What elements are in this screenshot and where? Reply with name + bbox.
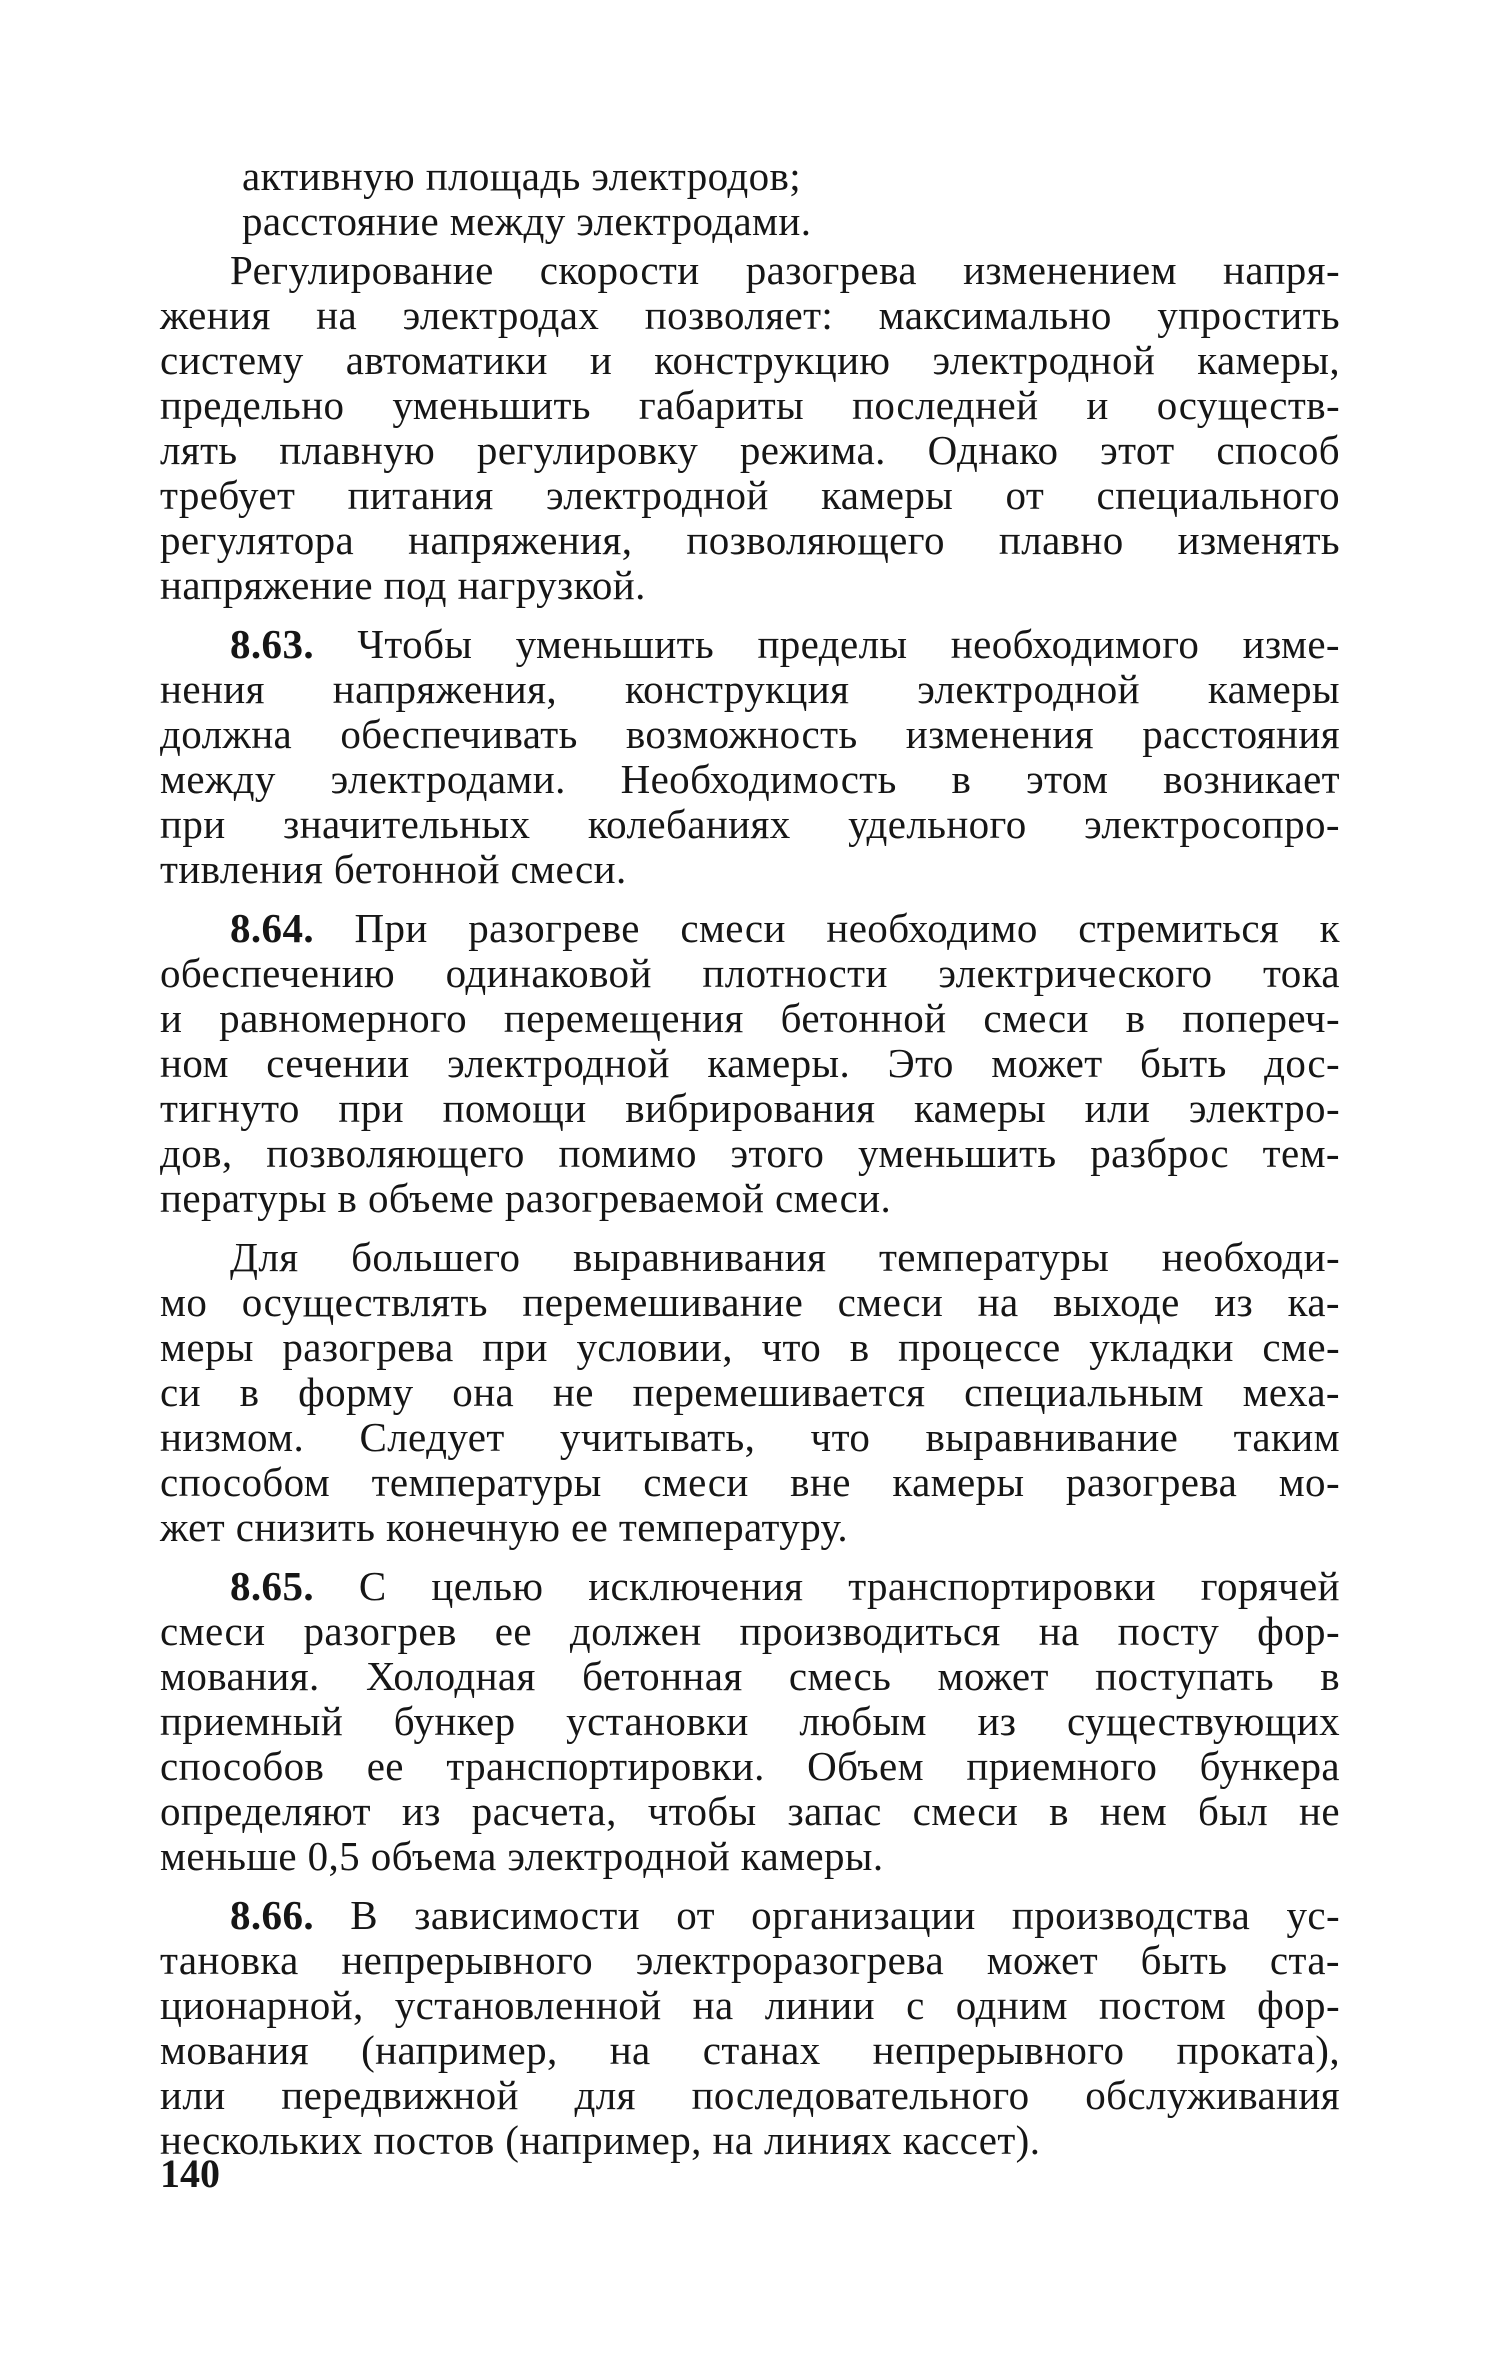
text-line: мования (например, на станах непрерывного проката), <box>160 2027 1340 2073</box>
text-line: мо осуществлять перемешивание смеси на выходе из ка- <box>160 1279 1340 1325</box>
text-line: низмом. Следует учитывать, что выравнивание таким <box>160 1414 1340 1460</box>
section-number: 8.64. <box>230 905 314 951</box>
text-line: нения напряжения, конструкция электродной камеры <box>160 666 1340 712</box>
text-line: меры разогрева при условии, что в процессе укладки сме- <box>160 1324 1340 1370</box>
paragraph-regulation <box>160 248 1340 608</box>
text-line: при значительных колебаниях удельного электросопро- <box>160 801 1340 847</box>
text-line: ном сечении электродной камеры. Это может быть дос- <box>160 1040 1340 1086</box>
text-line: си в форму она не перемешивается специальным меха- <box>160 1369 1340 1415</box>
text-line: мования. Холодная бетонная смесь может поступать в <box>160 1653 1340 1699</box>
page-number: 140 <box>160 2151 220 2196</box>
text-line: нескольких постов (например, на линиях кассет). <box>160 2117 1041 2163</box>
text-line: или передвижной для последовательного обслуживания <box>160 2072 1340 2118</box>
text-line <box>160 1893 1340 1938</box>
text-line: активную площадь электродов; <box>242 153 802 199</box>
text-line: приемный бункер установки любым из существующих <box>160 1698 1340 1744</box>
section-number: 8.65. <box>230 1563 314 1609</box>
text-line: пературы в объеме разогреваемой смеси. <box>160 1175 892 1221</box>
text-line: тигнуто при помощи вибрирования камеры или электро- <box>160 1085 1340 1131</box>
text-line: смеси разогрев ее должен производиться на посту фор- <box>160 1608 1340 1654</box>
paragraph-8-66 <box>160 1893 1340 2163</box>
text-line: должна обеспечивать возможность изменения расстояния <box>160 711 1340 757</box>
text-line: напряжение под нагрузкой. <box>160 562 646 608</box>
text-line: способов ее транспортировки. Объем приемного бункера <box>160 1743 1340 1789</box>
text-line: определяют из расчета, чтобы запас смеси в нем был не <box>160 1788 1340 1834</box>
document-page <box>160 150 1340 2163</box>
text-line: Регулирование скорости разогрева изменением напря- <box>230 247 1340 293</box>
text-segment: В зависимости от организации производства ус- <box>314 1892 1340 1938</box>
text-segment: При разогреве смеси необходимо стремиться к <box>314 905 1340 951</box>
text-line: между электродами. Необходимость в этом возникает <box>160 756 1340 802</box>
section-number: 8.66. <box>230 1892 314 1938</box>
text-line <box>160 906 1340 951</box>
text-line: обеспечению одинаковой плотности электрического тока <box>160 950 1340 996</box>
text-line: жет снизить конечную ее температуру. <box>160 1504 848 1550</box>
text-line: ционарной, установленной на линии с одним постом фор- <box>160 1982 1340 2028</box>
text-line: лять плавную регулировку режима. Однако этот способ <box>160 427 1340 473</box>
text-line: меньше 0,5 объема электродной камеры. <box>160 1833 884 1879</box>
text-line: тивления бетонной смеси. <box>160 846 627 892</box>
text-segment: Чтобы уменьшить пределы необходимого изме- <box>314 621 1340 667</box>
paragraph-mixing <box>160 1235 1340 1550</box>
paragraph-8-64 <box>160 906 1340 1221</box>
paragraph-8-65 <box>160 1564 1340 1879</box>
text-line: и равномерного перемещения бетонной смеси в попереч- <box>160 995 1340 1041</box>
intro-block <box>160 154 1340 244</box>
text-line: систему автоматики и конструкцию электродной камеры, <box>160 337 1340 383</box>
text-line: расстояние между электродами. <box>242 198 812 244</box>
section-number: 8.63. <box>230 621 314 667</box>
text-line: жения на электродах позволяет: максимально упростить <box>160 292 1340 338</box>
text-line: Для большего выравнивания температуры необходи- <box>230 1234 1340 1280</box>
text-line: способом температуры смеси вне камеры разогрева мо- <box>160 1459 1340 1505</box>
text-line: дов, позволяющего помимо этого уменьшить разброс тем- <box>160 1130 1340 1176</box>
text-line: предельно уменьшить габариты последней и осуществ- <box>160 382 1340 428</box>
text-line: требует питания электродной камеры от специального <box>160 472 1340 518</box>
text-line: регулятора напряжения, позволяющего плавно изменять <box>160 517 1340 563</box>
text-line: тановка непрерывного электроразогрева может быть ста- <box>160 1937 1340 1983</box>
text-line <box>160 1564 1340 1609</box>
text-line <box>160 622 1340 667</box>
text-segment: С целью исключения транспортировки горячей <box>314 1563 1340 1609</box>
paragraph-8-63 <box>160 622 1340 892</box>
